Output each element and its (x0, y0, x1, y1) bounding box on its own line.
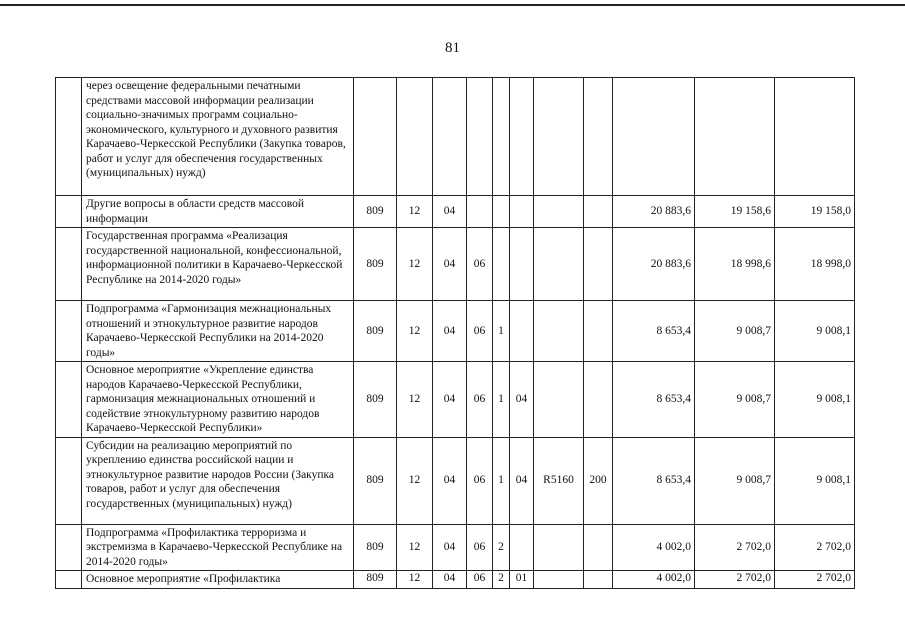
program-code: 06 (467, 301, 493, 362)
subprogram-code (493, 196, 510, 228)
direction-code (534, 301, 584, 362)
section-code: 12 (397, 196, 433, 228)
measure-code: 04 (510, 437, 534, 524)
section-code: 12 (397, 228, 433, 301)
expense-type-code (584, 196, 613, 228)
amount-year-3: 9 008,1 (775, 362, 855, 438)
program-code: 06 (467, 228, 493, 301)
ved-code: 809 (354, 524, 397, 571)
measure-code: 04 (510, 362, 534, 438)
subprogram-code (493, 78, 510, 196)
direction-code (534, 196, 584, 228)
subprogram-code: 1 (493, 437, 510, 524)
program-code: 06 (467, 437, 493, 524)
subsection-code: 04 (433, 571, 467, 589)
subsection-code: 04 (433, 196, 467, 228)
table-row (56, 301, 855, 362)
table-row (56, 571, 855, 589)
row-name: Другие вопросы в области средств массовой информации (82, 196, 354, 228)
amount-year-2: 2 702,0 (695, 524, 775, 571)
row-name: Подпрограмма «Гармонизация межнациональных отношений и этнокультурное развитие народов Карачаево-Черкесской Республики на 2014-2020 годы» (82, 301, 354, 362)
amount-year-3: 9 008,1 (775, 437, 855, 524)
ved-code: 809 (354, 301, 397, 362)
budget-table (55, 77, 855, 589)
amount-year-2: 9 008,7 (695, 301, 775, 362)
row-name: через освещение федеральными печатными средствами массовой информации реализации социально-значимых программ социально-экономического, культурного и духовного развития Карачаево-Черкесской Республики (Закупка товаров, работ и услуг для обеспечения государственных (муниципальных) нужд) (82, 78, 354, 196)
ved-code: 809 (354, 437, 397, 524)
ved-code: 809 (354, 571, 397, 589)
gap-cell (56, 196, 82, 228)
measure-code (510, 524, 534, 571)
ved-code: 809 (354, 362, 397, 438)
amount-year-1: 20 883,6 (613, 228, 695, 301)
expense-type-code (584, 301, 613, 362)
amount-year-1: 8 653,4 (613, 362, 695, 438)
amount-year-3: 18 998,0 (775, 228, 855, 301)
row-name: Государственная программа «Реализация государственной национальной, конфессиональной, информационной политики в Карачаево-Черкесской Республике на 2014-2020 годы» (82, 228, 354, 301)
gap-cell (56, 362, 82, 438)
table-row (56, 362, 855, 438)
amount-year-3: 2 702,0 (775, 524, 855, 571)
expense-type-code (584, 228, 613, 301)
subsection-code: 04 (433, 228, 467, 301)
gap-cell (56, 301, 82, 362)
section-code (397, 78, 433, 196)
gap-cell (56, 524, 82, 571)
section-code: 12 (397, 301, 433, 362)
gap-cell (56, 228, 82, 301)
amount-year-3: 2 702,0 (775, 571, 855, 589)
amount-year-2: 18 998,6 (695, 228, 775, 301)
measure-code (510, 78, 534, 196)
program-code: 06 (467, 362, 493, 438)
table-body (56, 78, 855, 589)
section-code: 12 (397, 437, 433, 524)
direction-code (534, 524, 584, 571)
ved-code: 809 (354, 228, 397, 301)
section-code: 12 (397, 571, 433, 589)
subprogram-code: 1 (493, 301, 510, 362)
subprogram-code: 2 (493, 524, 510, 571)
amount-year-1 (613, 78, 695, 196)
measure-code: 01 (510, 571, 534, 589)
program-code: 06 (467, 524, 493, 571)
amount-year-1: 4 002,0 (613, 524, 695, 571)
amount-year-2: 19 158,6 (695, 196, 775, 228)
ved-code (354, 78, 397, 196)
expense-type-code: 200 (584, 437, 613, 524)
amount-year-1: 4 002,0 (613, 571, 695, 589)
amount-year-2: 9 008,7 (695, 362, 775, 438)
section-code: 12 (397, 362, 433, 438)
table-row (56, 78, 855, 196)
subsection-code: 04 (433, 362, 467, 438)
row-name: Субсидии на реализацию мероприятий по укреплению единства российской нации и этнокультурное развитие народов России (Закупка товаров, работ и услуг для обеспечения государственных (муниципальных) нужд) (82, 437, 354, 524)
row-name: Основное мероприятие «Укрепление единства народов Карачаево-Черкесской Республики, гармонизация межнациональных отношений и содействие этнокультурному развитию народов Карачаево-Черкесской Республики» (82, 362, 354, 438)
direction-code: R5160 (534, 437, 584, 524)
top-rule (0, 4, 905, 6)
table-row (56, 196, 855, 228)
measure-code (510, 301, 534, 362)
direction-code (534, 571, 584, 589)
table-row (56, 228, 855, 301)
subprogram-code: 1 (493, 362, 510, 438)
program-code (467, 196, 493, 228)
expense-type-code (584, 78, 613, 196)
amount-year-2: 2 702,0 (695, 571, 775, 589)
expense-type-code (584, 571, 613, 589)
subsection-code: 04 (433, 437, 467, 524)
measure-code (510, 196, 534, 228)
program-code: 06 (467, 571, 493, 589)
direction-code (534, 78, 584, 196)
direction-code (534, 228, 584, 301)
page-number: 81 (445, 40, 460, 56)
subprogram-code (493, 228, 510, 301)
amount-year-3 (775, 78, 855, 196)
amount-year-3: 19 158,0 (775, 196, 855, 228)
direction-code (534, 362, 584, 438)
section-code: 12 (397, 524, 433, 571)
amount-year-1: 8 653,4 (613, 301, 695, 362)
amount-year-1: 20 883,6 (613, 196, 695, 228)
amount-year-1: 8 653,4 (613, 437, 695, 524)
table-row (56, 437, 855, 524)
amount-year-2 (695, 78, 775, 196)
subsection-code: 04 (433, 301, 467, 362)
gap-cell (56, 437, 82, 524)
amount-year-2: 9 008,7 (695, 437, 775, 524)
gap-cell (56, 78, 82, 196)
program-code (467, 78, 493, 196)
subsection-code: 04 (433, 524, 467, 571)
row-name: Подпрограмма «Профилактика терроризма и экстремизма в Карачаево-Черкесской Республике на 2014-2020 годы» (82, 524, 354, 571)
gap-cell (56, 571, 82, 589)
row-name: Основное мероприятие «Профилактика (82, 571, 354, 589)
expense-type-code (584, 524, 613, 571)
subsection-code (433, 78, 467, 196)
measure-code (510, 228, 534, 301)
expense-type-code (584, 362, 613, 438)
ved-code: 809 (354, 196, 397, 228)
table-row (56, 524, 855, 571)
subprogram-code: 2 (493, 571, 510, 589)
amount-year-3: 9 008,1 (775, 301, 855, 362)
